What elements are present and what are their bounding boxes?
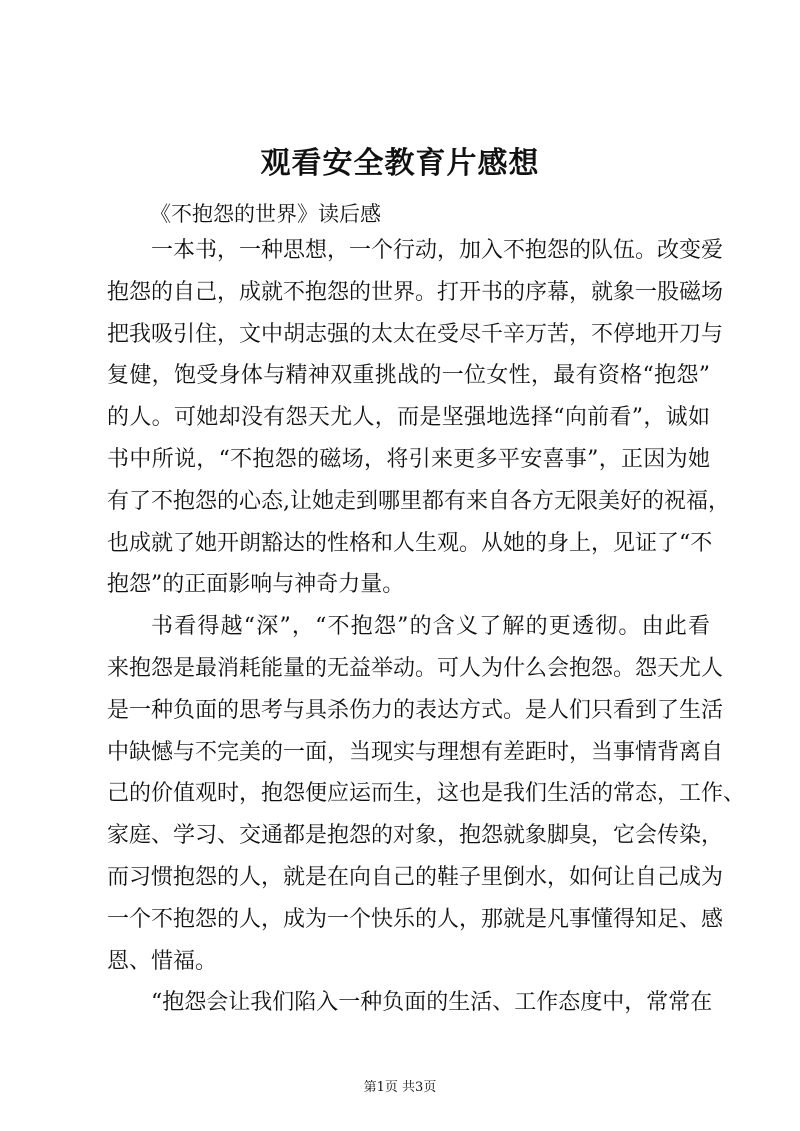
page-footer: 第1页 共3页: [363, 1080, 437, 1095]
text-line: 来抱怨是最消耗能量的无益举动。可人为什么会抱怨。怨天尤人: [107, 655, 724, 681]
text-line: 一个不抱怨的人，成为一个快乐的人，那就是凡事懂得知足、感: [107, 906, 724, 932]
text-line: 抱怨的自己，成就不抱怨的世界。打开书的序幕，就象一股磁场: [107, 279, 724, 305]
text-line: 一本书，一种思想，一个行动，加入不抱怨的队伍。改变爱: [151, 238, 724, 263]
text-line: 的人。可她却没有怨天尤人，而是坚强地选择“向前看”，诚如: [107, 405, 710, 431]
text-line: 复健，饱受身体与精神双重挑战的一位女性，最有资格“抱怨”: [107, 363, 710, 389]
text-line: 中缺憾与不完美的一面，当现实与理想有差距时，当事情背离自: [107, 739, 724, 765]
text-line: “抱怨会让我们陷入一种负面的生活、工作态度中，常常在: [151, 990, 713, 1016]
text-line: 己的价值观时，抱怨便应运而生，这也是我们生活的常态，工作、: [107, 781, 746, 807]
text-line: 恩、惜福。: [107, 948, 218, 974]
text-line: 也成就了她开朗豁达的性格和人生观。从她的身上，见证了“不: [107, 530, 713, 556]
text-line: 家庭、学习、交通都是抱怨的对象，抱怨就象脚臭，它会传染，: [107, 823, 724, 849]
text-line: 书看得越“深”，“不抱怨”的含义了解的更透彻。由此看: [151, 614, 710, 640]
text-line: 书中所说，“不抱怨的磁场，将引来更多平安喜事”，正因为她: [107, 446, 710, 472]
text-line: 抱怨”的正面影响与神奇力量。: [107, 572, 405, 598]
text-line: 有了不抱怨的心态,让她走到哪里都有来自各方无限美好的祝福，: [107, 488, 730, 514]
text-line: 是一种负面的思考与具杀伤力的表达方式。是人们只看到了生活: [107, 697, 724, 723]
document-body: [107, 230, 746, 1024]
text-line: 把我吸引住，文中胡志强的太太在受尽千辛万苦，不停地开刀与: [107, 321, 724, 347]
document-subtitle: 《不抱怨的世界》读后感: [150, 202, 381, 226]
document-title: 观看安全教育片感想: [260, 146, 540, 181]
text-line: 而习惯抱怨的人，就是在向自己的鞋子里倒水，如何让自己成为: [107, 864, 724, 890]
